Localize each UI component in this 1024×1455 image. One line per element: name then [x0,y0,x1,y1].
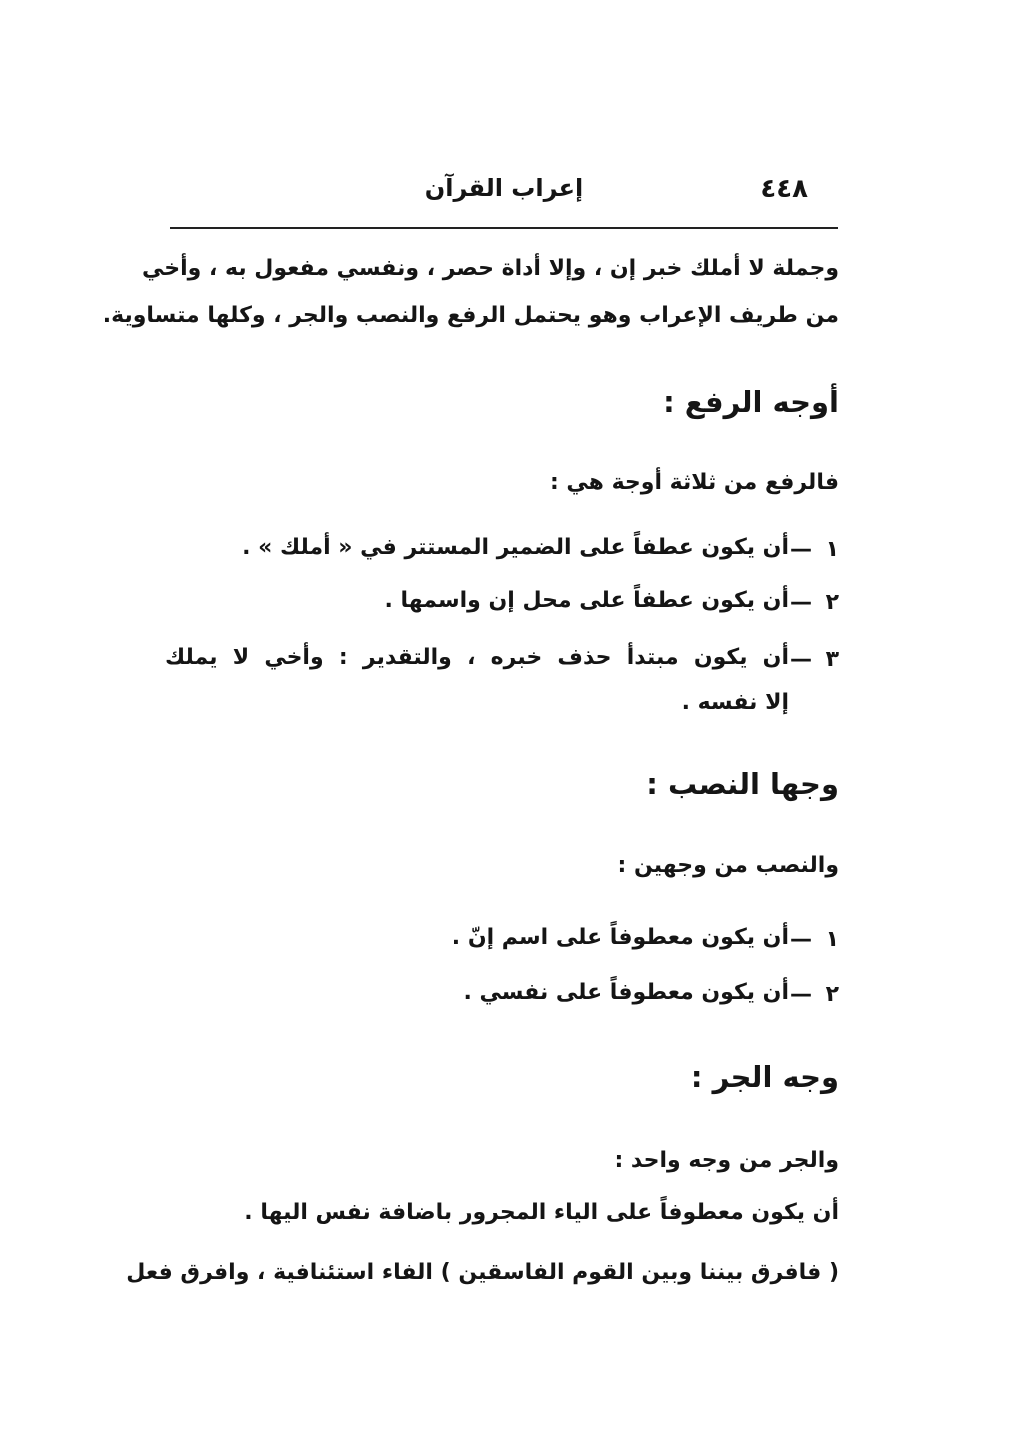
raf-item-1-dash: — [790,537,812,562]
nasb-item-1: أن يكون معطوفاً على اسم إنّ . [451,925,789,950]
section-heading-nasb: وجها النصب : [646,767,839,801]
raf-item-1-number: ١ [825,537,839,562]
raf-item-3-number: ٣ [825,647,839,672]
page-header [170,168,838,208]
header-rule [170,227,838,229]
nasb-item-2: أن يكون معطوفاً على نفسي . [463,980,789,1005]
section-heading-jarr: وجه الجر : [690,1060,839,1094]
raf-item-2-number: ٢ [825,590,839,615]
jarr-lead: والجر من وجه واحد : [614,1148,839,1173]
nasb-item-2-dash: — [790,982,812,1007]
raf-item-2-dash: — [790,590,812,615]
raf-item-3: أن يكون مبتدأ حذف خبره ، والتقدير : وأخي لا يملك [165,645,789,670]
running-title: إعراب القرآن [424,174,584,202]
nasb-lead: والنصب من وجهين : [617,853,839,878]
nasb-item-1-dash: — [790,927,812,952]
raf-item-2: أن يكون عطفاً على محل إن واسمها . [384,588,789,613]
raf-item-3-dash: — [790,647,812,672]
raf-lead: فالرفع من ثلاثة أوجة هي : [549,470,839,495]
intro-line-2: من طريف الإعراب وهو يحتمل الرفع والنصب والجر ، وكلها متساوية. [102,303,839,328]
nasb-item-1-number: ١ [825,927,839,952]
jarr-line-2: ( فافرق بيننا وبين القوم الفاسقين ) الفاء استئنافية ، وافرق فعل [126,1260,839,1285]
page-number: ٤٤٨ [760,174,808,204]
raf-item-3-continuation: إلا نفسه . [681,690,789,715]
jarr-line-1: أن يكون معطوفاً على الياء المجرور باضافة نفس اليها . [244,1200,839,1225]
intro-line-1: وجملة لا أملك خبر إن ، وإلا أداة حصر ، ونفسي مفعول به ، وأخي [141,256,839,281]
nasb-item-2-number: ٢ [825,982,839,1007]
raf-item-1: أن يكون عطفاً على الضمير المستتر في « أملك » . [242,535,789,560]
section-heading-raf: أوجه الرفع : [663,385,839,419]
